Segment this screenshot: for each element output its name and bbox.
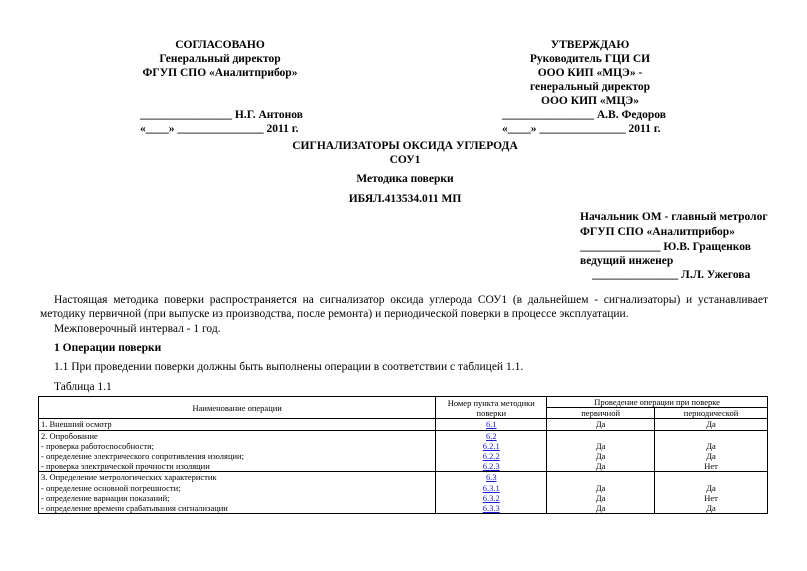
- table-row: [39, 430, 768, 441]
- approval-right-title: УТВЕРЖДАЮ: [550, 39, 630, 51]
- operation-name: 1. Внешний осмотр: [39, 419, 436, 430]
- header-conduct: Проведение операции при поверке: [547, 397, 768, 408]
- periodic-value: Да: [655, 419, 768, 430]
- signer-1-position: Начальник ОМ - главный метролог: [580, 211, 768, 223]
- clause-link-text[interactable]: 6.3.3: [482, 503, 500, 514]
- clause-number-link[interactable]: [436, 419, 547, 430]
- approval-right-signature: ________________ А.В. Федоров: [502, 109, 666, 121]
- periodic-value: Да: [655, 483, 768, 493]
- operations-table: [38, 396, 768, 514]
- periodic-value: Да: [655, 451, 768, 461]
- clause-link-text[interactable]: 6.3.1: [482, 482, 500, 493]
- approval-right-position-2: генеральный директор: [529, 81, 650, 93]
- clause-link-text[interactable]: 6.3.2: [482, 492, 500, 503]
- table-caption: Таблица 1.1: [54, 381, 112, 393]
- intro-paragraph: Настоящая методика поверки распространяется на сигнализатор оксида углерода СОУ1 (в дальнейшем - сигнализаторы) и устанавливает методику первичной (при выпуске из производства, после ремонта) и периодической поверки в процессе эксплуатации.: [40, 294, 768, 320]
- section-text: 1.1 При проведении поверки должны быть выполнены операции в соответствии с таблицей 1.1.: [54, 361, 524, 373]
- periodic-value: Да: [655, 503, 768, 514]
- verification-interval: Межповерочный интервал - 1 год.: [54, 323, 221, 335]
- header-periodic: периодической: [655, 408, 768, 419]
- approval-left-date: «____» _______________ 2011 г.: [140, 123, 299, 135]
- clause-link-text[interactable]: 6.2: [485, 430, 497, 441]
- table-row: [39, 503, 768, 514]
- section-heading: 1 Операции поверки: [54, 342, 162, 354]
- primary-value: Да: [547, 461, 655, 472]
- header-clause-number: Номер пункта методики поверки: [436, 397, 547, 419]
- table-header-row: [39, 397, 768, 408]
- clause-number-link[interactable]: [436, 483, 547, 493]
- approval-right-block: [480, 38, 700, 108]
- approval-right-organization: ООО КИП «МЦЭ» -: [537, 67, 643, 79]
- primary-value: [547, 430, 655, 441]
- document-title: [250, 139, 560, 167]
- operation-name: - определение времени срабатывания сигнализации: [39, 503, 436, 514]
- table-row: [39, 419, 768, 430]
- operation-name: 2. Опробование: [39, 430, 436, 441]
- primary-value: Да: [547, 503, 655, 514]
- signer-2-position: ведущий инженер: [580, 255, 674, 267]
- clause-number-link[interactable]: [436, 503, 547, 514]
- clause-number-link[interactable]: [436, 430, 547, 441]
- periodic-value: Да: [655, 441, 768, 451]
- primary-value: Да: [547, 483, 655, 493]
- approval-left-signature: ________________ Н.Г. Антонов: [140, 109, 303, 121]
- operation-name: - определение основной погрешности;: [39, 483, 436, 493]
- primary-value: Да: [547, 419, 655, 430]
- clause-number-link[interactable]: [436, 493, 547, 503]
- table-row: [39, 493, 768, 503]
- table-row: [39, 441, 768, 451]
- clause-link-text[interactable]: 6.2.1: [482, 440, 500, 451]
- primary-value: [547, 472, 655, 483]
- approval-left-position: Генеральный директор: [159, 53, 281, 65]
- clause-number-link[interactable]: [436, 461, 547, 472]
- clause-link-text[interactable]: 6.2.2: [482, 451, 500, 462]
- primary-value: Да: [547, 493, 655, 503]
- operation-name: - определение электрического сопротивления изоляции;: [39, 451, 436, 461]
- periodic-value: [655, 430, 768, 441]
- document-title-line2: СОУ1: [389, 154, 421, 166]
- header-primary: первичной: [547, 408, 655, 419]
- approval-right-position: Руководитель ГЦИ СИ: [529, 53, 651, 65]
- approval-left-block: [110, 38, 330, 80]
- operation-name: - проверка работоспособности;: [39, 441, 436, 451]
- approval-left-organization: ФГУП СПО «Аналитприбор»: [142, 67, 298, 79]
- clause-number-link[interactable]: [436, 441, 547, 451]
- operation-name: - определение вариации показаний;: [39, 493, 436, 503]
- primary-value: Да: [547, 441, 655, 451]
- periodic-value: [655, 472, 768, 483]
- operation-name: 3. Определение метрологических характеристик: [39, 472, 436, 483]
- clause-link-text[interactable]: 6.2.3: [482, 461, 500, 472]
- table-row: [39, 451, 768, 461]
- approval-right-organization-2: ООО КИП «МЦЭ»: [541, 95, 639, 107]
- table-row: [39, 472, 768, 483]
- document-title-line1: СИГНАЛИЗАТОРЫ ОКСИДА УГЛЕРОДА: [292, 140, 518, 152]
- periodic-value: Нет: [655, 493, 768, 503]
- document-subtitle: Методика поверки: [356, 173, 454, 185]
- primary-value: Да: [547, 451, 655, 461]
- approval-left-title: СОГЛАСОВАНО: [175, 39, 265, 51]
- clause-number-link[interactable]: [436, 451, 547, 461]
- signer-1-organization: ФГУП СПО «Аналитприбор»: [580, 226, 735, 238]
- clause-number-link[interactable]: [436, 472, 547, 483]
- table-row: [39, 461, 768, 472]
- clause-link-text[interactable]: 6.3: [485, 472, 497, 483]
- clause-link-text[interactable]: 6.1: [485, 419, 497, 430]
- operation-name: - проверка электрической прочности изоляции: [39, 461, 436, 472]
- document-code: ИБЯЛ.413534.011 МП: [348, 193, 462, 205]
- signer-2-signature: _______________ Л.Л. Ужегова: [592, 269, 751, 281]
- approval-right-date: «____» _______________ 2011 г.: [502, 123, 661, 135]
- table-row: [39, 483, 768, 493]
- header-operation-name: Наименование операции: [39, 397, 436, 419]
- periodic-value: Нет: [655, 461, 768, 472]
- signer-1-signature: ______________ Ю.В. Гращенков: [580, 241, 751, 253]
